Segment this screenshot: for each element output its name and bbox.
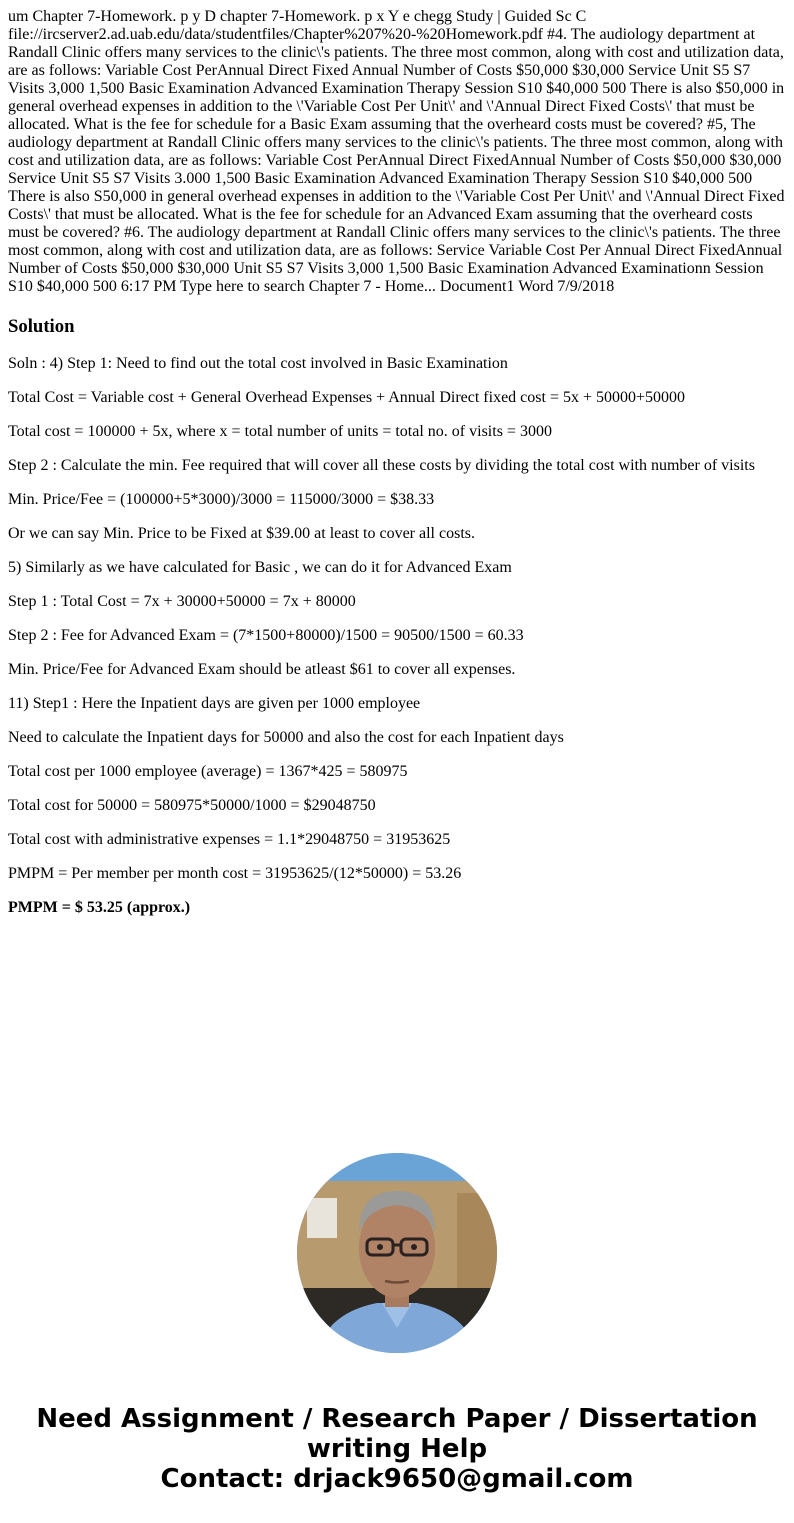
solution-step: 5) Similarly as we have calculated for Basic , we can do it for Advanced Exam <box>8 559 512 576</box>
document-body <box>8 8 786 338</box>
author-avatar <box>297 1153 497 1353</box>
solution-step: 11) Step1 : Here the Inpatient days are given per 1000 employee <box>8 695 421 712</box>
promo-banner <box>0 1404 794 1494</box>
solution-step: Total cost = 100000 + 5x, where x = total number of units = total no. of visits = 3000 <box>8 423 552 440</box>
solution-step: Need to calculate the Inpatient days for 50000 and also the cost for each Inpatient days <box>8 729 564 746</box>
solution-step: Total cost for 50000 = 580975*50000/1000 = $29048750 <box>8 797 376 814</box>
solution-step: Or we can say Min. Price to be Fixed at $39.00 at least to cover all costs. <box>8 525 475 542</box>
solution-steps <box>8 355 786 933</box>
solution-step: Total cost per 1000 employee (average) = 1367*425 = 580975 <box>8 763 408 780</box>
promo-line-2: writing Help <box>306 1434 488 1464</box>
final-answer: PMPM = $ 53.25 (approx.) <box>8 899 191 916</box>
solution-step: Min. Price/Fee = (100000+5*3000)/3000 = 115000/3000 = $38.33 <box>8 491 435 508</box>
solution-heading: Solution <box>8 316 75 337</box>
solution-step: Min. Price/Fee for Advanced Exam should be atleast $61 to cover all expenses. <box>8 661 516 678</box>
solution-step: Total Cost = Variable cost + General Overhead Expenses + Annual Direct fixed cost = 5x + 50000+50000 <box>8 389 686 406</box>
solution-step: Total cost with administrative expenses = 1.1*29048750 = 31953625 <box>8 831 451 848</box>
solution-step: Step 2 : Fee for Advanced Exam = (7*1500+80000)/1500 = 90500/1500 = 60.33 <box>8 627 524 644</box>
promo-contact-line: Contact: drjack9650@gmail.com <box>160 1464 634 1494</box>
person-portrait-icon <box>297 1153 497 1353</box>
promo-line-1: Need Assignment / Research Paper / Dissertation <box>36 1404 758 1434</box>
solution-step: Step 1 : Total Cost = 7x + 30000+50000 = 7x + 80000 <box>8 593 356 610</box>
solution-step: Soln : 4) Step 1: Need to find out the total cost involved in Basic Examination <box>8 355 508 372</box>
solution-step: Step 2 : Calculate the min. Fee required that will cover all these costs by dividing the total cost with number of visits <box>8 457 755 474</box>
solution-step: PMPM = Per member per month cost = 31953625/(12*50000) = 53.26 <box>8 865 462 882</box>
question-text: um Chapter 7-Homework. p y D chapter 7-Homework. p x Y e chegg Study | Guided Sc C file://ircserver2.ad.uab.edu/data/studentfiles/Chapter%207%20-%20Homework.pdf #4. The audiology department at Randall Clinic offers many services to the clinic\'s patients. The three most common, along with cost and utilization data, are as follows: Variable Cost PerAnnual Direct Fixed Annual Number of Costs $50,000 $30,000 Service Unit S5 S7 Visits 3,000 1,500 Basic Examination Advanced Examination Therapy Session S10 $40,000 500 There is also $50,000 in general overhead expenses in addition to the \'Variable Cost Per Unit\' and \'Annual Direct Fixed Costs\' that must be allocated. What is the fee for schedule for a Basic Exam assuming that the overheard costs must be covered? #5, The audiology department at Randall Clinic offers many services to the clinic\'s patients. The three most common, along with cost and utilization data, are as follows: Variable Cost PerAnnual Direct FixedAnnual Number of Costs $50,000 $30,000 Service Unit S5 S7 Visits 3.000 1,500 Basic Examination Advanced Examination Therapy Session S10 $40,000 500 There is also S50,000 in general overhead expenses in addition to the \'Variable Cost Per Unit\' and \'Annual Direct Fixed Costs\' that must be allocated. What is the fee for schedule for an Advanced Exam assuming that the overheard costs must be covered? #6. The audiology department at Randall Clinic offers many services to the clinic\'s patients. The three most common, along with cost and utilization data, are as follows: Service Variable Cost Per Annual Direct FixedAnnual Number of Costs $50,000 $30,000 Unit S5 S7 Visits 3,000 1,500 Basic Examination Advanced Examinationn Session S10 $40,000 500 6:17 PM Type here to search Chapter 7 - Home... Document1 Word 7/9/2018 <box>8 8 785 295</box>
